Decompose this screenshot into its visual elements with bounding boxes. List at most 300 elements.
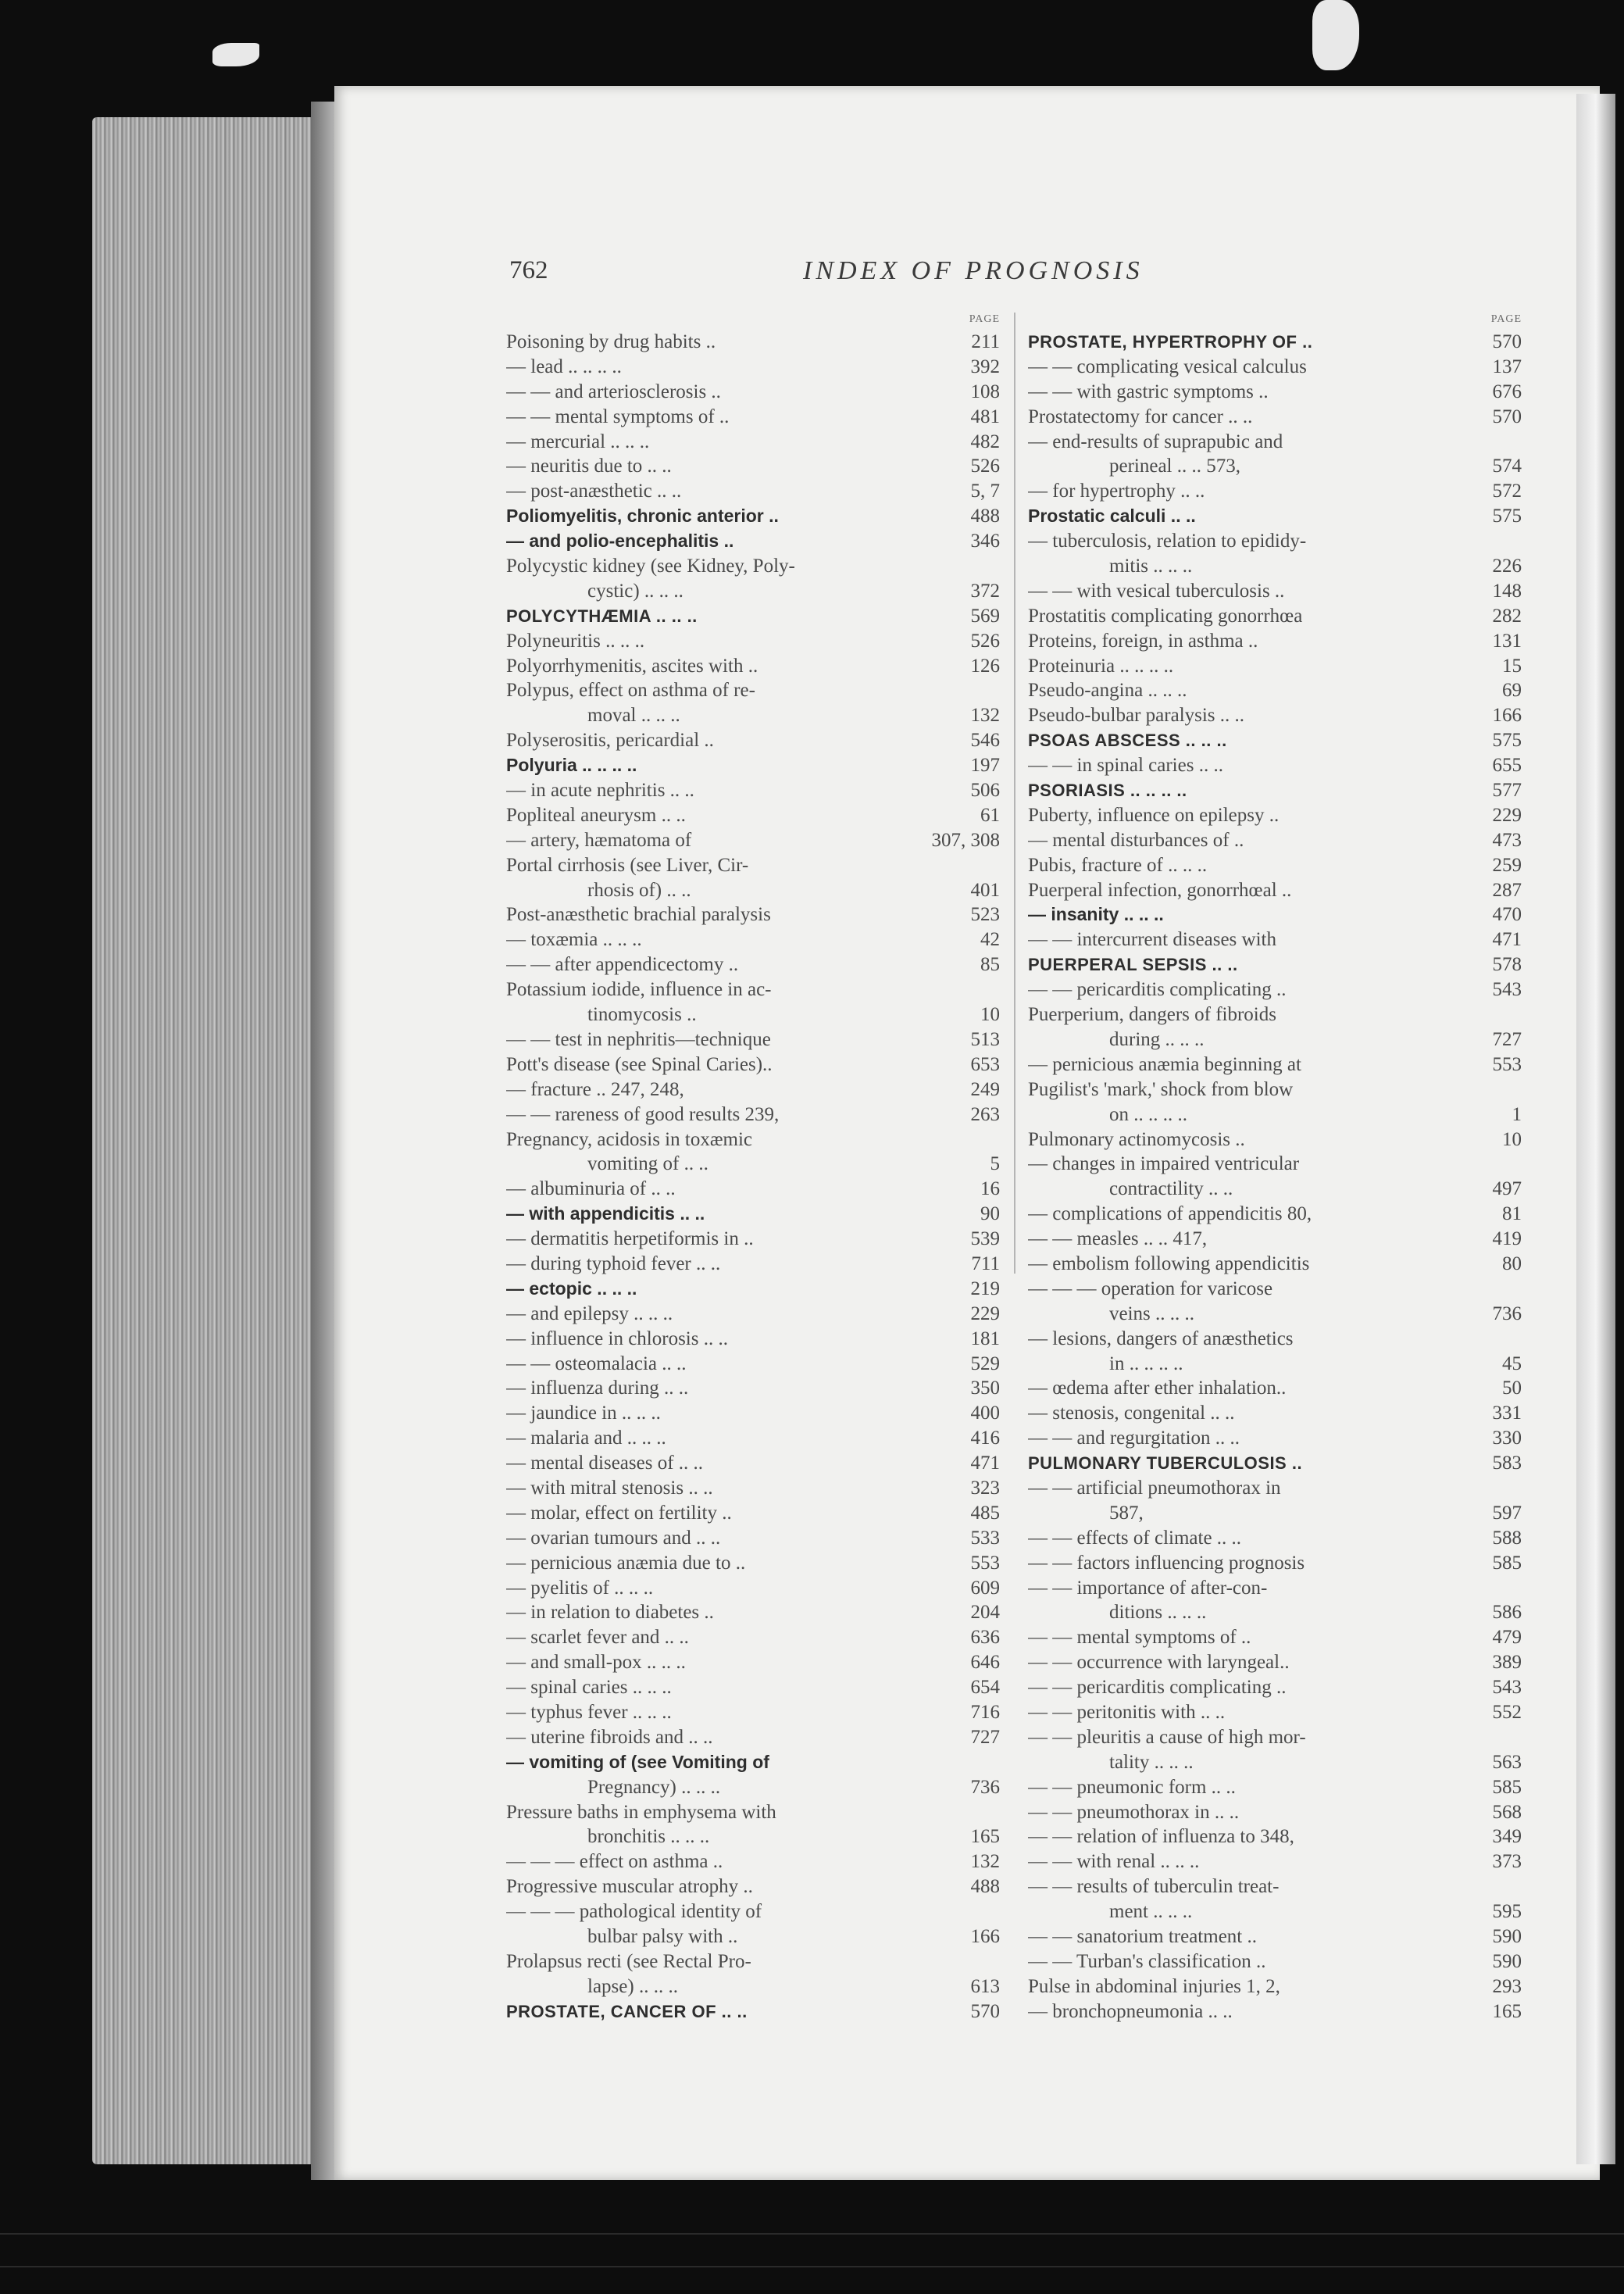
index-entry [1028,1775,1522,1800]
index-entry-page: 416 [970,1427,1000,1449]
index-entry-text: — — pneumothorax in .. .. [1028,1801,1240,1823]
index-entry-text: contractility .. .. [1109,1178,1233,1200]
index-entry-text: — in relation to diabetes .. [506,1602,714,1624]
index-entry [506,1027,1000,1052]
index-entry [1028,678,1522,703]
index-entry-text: vomiting of .. .. [587,1153,708,1175]
index-entry [1028,479,1522,504]
index-entry-text: Pugilist's 'mark,' shock from blow [1028,1078,1294,1100]
index-entry-page: 349 [1492,1826,1522,1848]
index-entry [1028,1102,1522,1127]
index-entry-page: 148 [1492,580,1522,602]
running-head [509,256,1290,288]
index-entry [1028,1949,1522,1974]
index-entry-page: 181 [970,1327,1000,1349]
index-entry [506,778,1000,803]
index-entry-page: 69 [1502,680,1522,702]
page-column-label: PAGE [1490,313,1522,325]
index-entry-page: 529 [970,1352,1000,1374]
index-entry [1028,1974,1522,1999]
index-entry-page: 523 [970,904,1000,926]
index-entry [1028,405,1522,430]
index-entry-page: 654 [970,1677,1000,1699]
page-title: INDEX OF PROGNOSIS [803,256,1144,285]
index-entry-text: — — intercurrent diseases with [1028,929,1276,951]
index-entry [1028,1002,1522,1027]
index-entry [1028,728,1522,753]
index-entry [506,1824,1000,1849]
index-entry-text: — ectopic .. .. .. [506,1277,637,1299]
index-entry [506,1800,1000,1825]
index-entry [1028,355,1522,380]
index-entry-page: 736 [1492,1302,1522,1324]
index-entry-text: PSORIASIS .. .. .. .. [1028,781,1187,801]
index-entry-text: Pregnancy) .. .. .. [587,1776,721,1798]
index-entry-text: — — importance of after-con- [1028,1577,1268,1599]
index-entry-page: 471 [1492,929,1522,951]
index-entry-page: 249 [970,1078,1000,1100]
index-entry-page: 204 [970,1602,1000,1624]
index-entry-page: 488 [970,1876,1000,1898]
index-entry [506,678,1000,703]
index-entry [1028,1327,1522,1352]
index-entry-text: PUERPERAL SEPSIS .. .. [1028,955,1238,975]
index-entry [506,604,1000,629]
index-entry-page: 588 [1492,1527,1522,1549]
index-entry [1028,1202,1522,1227]
index-entry-text: — — relation of influenza to 348, [1028,1826,1294,1848]
index-entry-text: Portal cirrhosis (see Liver, Cir- [506,854,749,876]
index-entry-page: 711 [971,1252,1000,1274]
index-entry-page: 526 [970,630,1000,652]
index-entry [1028,1924,1522,1949]
index-entry-text: — spinal caries .. .. .. [506,1677,672,1699]
index-entry [1028,1874,1522,1899]
index-entry-page: 165 [1492,2000,1522,2022]
index-entry-text: Prostatectomy for cancer .. .. [1028,406,1253,427]
index-entry [1028,1824,1522,1849]
index-entry-page: 653 [970,1053,1000,1075]
index-entry-text: — dermatitis herpetiformis in .. [506,1228,754,1250]
index-entry [506,1152,1000,1177]
index-entry-text: Pseudo-bulbar paralysis .. .. [1028,705,1245,727]
index-entry [506,1277,1000,1302]
index-entry-text: — — complicating vesical calculus [1028,356,1307,377]
film-scratch [0,2266,1624,2267]
index-entry [506,853,1000,878]
index-entry-page: 585 [1492,1776,1522,1798]
index-entry [1028,1127,1522,1152]
index-entry [1028,454,1522,479]
index-entry [1028,1650,1522,1675]
index-entry-page: 5 [990,1153,1000,1175]
index-entry-text: Prostatitis complicating gonorrhœa [1028,605,1303,627]
index-entry-text: Polypus, effect on asthma of re- [506,680,755,702]
index-entry-text: POLYCYTHÆMIA .. .. .. [506,606,698,626]
index-entry [1028,1027,1522,1052]
index-entry-page: 570 [1492,331,1522,352]
index-entry [1028,828,1522,853]
index-entry-page: 569 [970,605,1000,627]
index-entry-text: 587, [1109,1502,1144,1524]
index-entry [1028,1426,1522,1451]
index-entry-page: 574 [1492,456,1522,477]
index-entry [1028,654,1522,679]
index-entry [506,1899,1000,1924]
index-entry-page: 50 [1502,1377,1522,1399]
index-entry-page: 471 [970,1453,1000,1474]
index-entry-page: 473 [1492,829,1522,851]
index-entry [506,952,1000,977]
column-divider [1014,313,1015,1274]
index-entry [506,579,1000,604]
index-entry [1028,1077,1522,1102]
index-entry-page: 219 [970,1277,1000,1299]
page-column-label: PAGE [969,313,1000,325]
index-entry-text: — — mental symptoms of .. [506,406,730,427]
index-entry-page: 229 [970,1302,1000,1324]
index-entry-text: Pulse in abdominal injuries 1, 2, [1028,1975,1280,1997]
index-entry-text: — and small-pox .. .. .. [506,1652,686,1674]
index-entry-text: Polyuria .. .. .. .. [506,755,637,776]
index-entry-page: 263 [970,1103,1000,1125]
index-entry-page: 282 [1492,605,1522,627]
index-entry-text: Poisoning by drug habits .. [506,331,716,352]
index-entry-text: — insanity .. .. .. [1028,904,1164,925]
index-entry-text: — — pleuritis a cause of high mor- [1028,1726,1306,1748]
index-entry-text: tinomycosis .. [587,1004,697,1026]
index-entry [506,1675,1000,1700]
index-entry-text: — — measles .. .. 417, [1028,1228,1208,1250]
index-entry-text: Puberty, influence on epilepsy .. [1028,804,1280,826]
index-entry [506,1750,1000,1775]
index-entry [1028,579,1522,604]
index-entry [1028,853,1522,878]
index-entry [506,355,1000,380]
dust-speck [212,43,259,66]
index-entry-page: 307, 308 [931,829,1000,851]
index-entry [506,1551,1000,1576]
index-entry-text: Pott's disease (see Spinal Caries).. [506,1053,773,1075]
index-entry [506,629,1000,654]
index-entry [1028,554,1522,579]
index-entry-page: 482 [970,431,1000,452]
index-entry [506,1401,1000,1426]
index-entry-page: 323 [970,1477,1000,1499]
index-entry [506,1476,1000,1501]
index-entry-page: 400 [970,1402,1000,1424]
index-entry-text: — in acute nephritis .. .. [506,780,694,802]
index-entry-page: 331 [1492,1402,1522,1424]
index-entry-text: — — — operation for varicose [1028,1277,1273,1299]
index-entry-text: — bronchopneumonia .. .. [1028,2000,1233,2022]
index-entry-text: Pseudo-angina .. .. .. [1028,680,1187,702]
index-entry-text: Pressure baths in emphysema with [506,1801,776,1823]
index-entry [506,1526,1000,1551]
index-entry-page: 132 [970,705,1000,727]
index-entry [1028,1252,1522,1277]
index-entry-text: — during typhoid fever .. .. [506,1252,721,1274]
index-entry-text: — artery, hæmatoma of [506,829,692,851]
index-entry-page: 595 [1492,1901,1522,1923]
index-entry-text: — influence in chlorosis .. .. [506,1327,728,1349]
index-entry-text: PROSTATE, CANCER OF .. .. [506,2001,748,2021]
index-entry [506,1874,1000,1899]
index-entry-text: on .. .. .. .. [1109,1103,1187,1125]
index-entry-page: 563 [1492,1751,1522,1773]
index-entry-page: 613 [970,1975,1000,1997]
index-entry-text: — — test in nephritis—technique [506,1028,771,1050]
index-entry [506,1924,1000,1949]
index-entry-page: 45 [1502,1352,1522,1374]
index-entry [1028,1999,1522,2024]
index-entry-text: Pubis, fracture of .. .. .. [1028,854,1208,876]
index-entry-text: — malaria and .. .. .. [506,1427,666,1449]
index-entry-text: Polyorrhymenitis, ascites with .. [506,655,758,677]
index-entry [506,654,1000,679]
index-entry [1028,878,1522,903]
index-entry-text: — lead .. .. .. .. [506,356,622,377]
index-entry-page: 81 [1502,1203,1522,1225]
index-entry-page: 570 [1492,406,1522,427]
index-entry-text: — influenza during .. .. [506,1377,689,1399]
index-entry [506,1102,1000,1127]
index-entry-text: bronchitis .. .. .. [587,1826,710,1848]
index-entry-page: 108 [970,381,1000,402]
index-entry-text: rhosis of) .. .. [587,879,691,901]
index-entry [1028,803,1522,828]
dust-speck [1312,0,1359,70]
index-entry-page: 42 [980,929,1000,951]
index-entry-page: 485 [970,1502,1000,1524]
index-entry-text: — albuminuria of .. .. [506,1178,676,1200]
index-entry [506,330,1000,355]
index-entry-text: — molar, effect on fertility .. [506,1502,732,1524]
index-entry-page: 166 [970,1926,1000,1947]
index-entry-text: moval .. .. .. [587,705,680,727]
index-entry [506,1077,1000,1102]
index-entry-page: 609 [970,1577,1000,1599]
index-entry-page: 583 [1492,1453,1522,1474]
index-entry-text: — — and regurgitation .. .. [1028,1427,1240,1449]
index-entry-text: — toxæmia .. .. .. [506,929,642,951]
index-entry-page: 636 [970,1627,1000,1649]
index-entry-page: 131 [1492,630,1522,652]
index-entry-page: 350 [970,1377,1000,1399]
index-entry-text: — — sanatorium treatment .. [1028,1926,1257,1947]
index-entry [506,1974,1000,1999]
index-entry-text: — embolism following appendicitis [1028,1252,1310,1274]
index-entry-page: 137 [1492,356,1522,377]
index-entry [1028,430,1522,455]
index-entry-text: Polycystic kidney (see Kidney, Poly- [506,556,795,577]
index-entry [1028,1576,1522,1601]
index-entry-text: in .. .. .. .. [1109,1352,1183,1374]
index-entry-text: Polyserositis, pericardial .. [506,730,714,752]
index-entry [506,753,1000,778]
index-entry-text: — — and arteriosclerosis .. [506,381,721,402]
index-entry [506,504,1000,529]
index-entry [1028,1451,1522,1476]
index-entry [1028,1401,1522,1426]
index-entry-text: — — after appendicectomy .. [506,954,739,976]
index-entry-text: PSOAS ABSCESS .. .. .. [1028,731,1227,751]
index-entry [1028,753,1522,778]
index-entry-page: 543 [1492,979,1522,1001]
film-scratch [0,2233,1624,2235]
index-entry [1028,604,1522,629]
index-entry-text: — œdema after ether inhalation.. [1028,1377,1287,1399]
index-entry-text: Poliomyelitis, chronic anterior .. [506,506,779,527]
index-entry-text: bulbar palsy with .. [587,1926,738,1947]
index-entry [506,1177,1000,1202]
index-entry-text: — lesions, dangers of anæsthetics [1028,1327,1294,1349]
index-entry [1028,927,1522,952]
index-entry [1028,1152,1522,1177]
index-entry [1028,1625,1522,1650]
index-entry-page: 553 [1492,1053,1522,1075]
index-entry-text: — — Turban's classification .. [1028,1950,1266,1972]
index-entry-page: 736 [970,1776,1000,1798]
index-entry-page: 392 [970,356,1000,377]
index-entry [1028,1849,1522,1874]
index-entry-page: 586 [1492,1602,1522,1624]
index-entry-text: — ovarian tumours and .. .. [506,1527,721,1549]
index-entry-text: Puerperium, dangers of fibroids [1028,1004,1276,1026]
index-entry [1028,504,1522,529]
index-entry-page: 287 [1492,879,1522,901]
index-entry-page: 166 [1492,705,1522,727]
index-entry [506,803,1000,828]
index-entry [1028,977,1522,1002]
index-entry-page: 585 [1492,1552,1522,1574]
index-entry [1028,1227,1522,1252]
index-entry [506,1999,1000,2024]
index-entry [1028,1551,1522,1576]
index-entry-text: Post-anæsthetic brachial paralysis [506,904,771,926]
index-entry-page: 90 [980,1203,1000,1225]
index-entry [506,454,1000,479]
index-entry-text: — pernicious anæmia due to .. [506,1552,746,1574]
index-entry-text: — — pericarditis complicating .. [1028,979,1287,1001]
index-entry [1028,629,1522,654]
index-entry [506,1700,1000,1725]
index-entry [506,1576,1000,1601]
index-entry-page: 5, 7 [970,481,1000,502]
index-entry-page: 470 [1492,904,1522,926]
index-entry-page: 506 [970,780,1000,802]
index-entry-page: 543 [1492,1677,1522,1699]
index-entry-text: perineal .. .. 573, [1109,456,1241,477]
index-entry-text: Pregnancy, acidosis in toxæmic [506,1128,752,1150]
index-entry [1028,1700,1522,1725]
index-entry-text: — — with renal .. .. .. [1028,1851,1200,1873]
index-entry-text: — uterine fibroids and .. .. [506,1726,713,1748]
index-entry [506,1252,1000,1277]
index-entry-page: 513 [970,1028,1000,1050]
index-entry-page: 346 [970,531,1000,552]
index-entry-text: Potassium iodide, influence in ac- [506,979,772,1001]
index-entries-left [506,330,1000,2024]
index-entry [1028,1476,1522,1501]
index-entry-text: — pyelitis of .. .. .. [506,1577,654,1599]
index-entry-page: 568 [1492,1801,1522,1823]
index-entry [506,1625,1000,1650]
index-entry-text: — pernicious anæmia beginning at [1028,1053,1301,1075]
index-entry [506,902,1000,927]
index-entry-text: — typhus fever .. .. .. [506,1701,672,1723]
index-entry-text: mitis .. .. .. [1109,556,1193,577]
index-entry [1028,1899,1522,1924]
index-entry [506,1002,1000,1027]
index-entry-page: 259 [1492,854,1522,876]
index-entry-page: 488 [970,506,1000,527]
index-entry [1028,330,1522,355]
index-entry-page: 132 [970,1851,1000,1873]
index-entry-text: — — pericarditis complicating .. [1028,1677,1287,1699]
index-entry-text: cystic) .. .. .. [587,580,684,602]
index-entry-page: 10 [1502,1128,1522,1150]
index-entry-text: Prostatic calculi .. .. [1028,506,1196,527]
index-entry-text: tality .. .. .. [1109,1751,1194,1773]
index-entry [1028,1725,1522,1750]
index-entry [1028,1177,1522,1202]
index-entry [506,1327,1000,1352]
index-entry-text: during .. .. .. [1109,1028,1205,1050]
index-entry-page: 211 [971,331,1000,352]
index-entry [1028,529,1522,554]
index-entry [506,977,1000,1002]
index-entry [506,878,1000,903]
index-entry-text: — — factors influencing prognosis [1028,1552,1305,1574]
index-entry-text: — for hypertrophy .. .. [1028,481,1205,502]
index-entry-page: 553 [970,1552,1000,1574]
index-entry [506,1949,1000,1974]
index-entry [1028,1600,1522,1625]
index-entry [506,1352,1000,1377]
index-entry-text: — jaundice in .. .. .. [506,1402,661,1424]
index-entry-page: 539 [970,1228,1000,1250]
index-entry [506,1127,1000,1152]
index-entry [1028,1302,1522,1327]
index-entry-page: 389 [1492,1652,1522,1674]
index-entry-page: 676 [1492,381,1522,402]
index-entry-text: veins .. .. .. [1109,1302,1195,1324]
index-entry-text: — — osteomalacia .. .. [506,1352,687,1374]
index-entry [506,728,1000,753]
index-entry [506,1227,1000,1252]
index-entry-text: — — occurrence with laryngeal.. [1028,1652,1290,1674]
index-entry-text: — mercurial .. .. .. [506,431,650,452]
index-entry-page: 727 [1492,1028,1522,1050]
index-entry [506,1650,1000,1675]
index-entry [1028,703,1522,728]
index-entry-text: — — mental symptoms of .. [1028,1627,1251,1649]
index-entry-page: 401 [970,879,1000,901]
index-entry-text: lapse) .. .. .. [587,1975,678,1997]
index-entry-text: — — in spinal caries .. .. [1028,755,1223,777]
index-entry-page: 373 [1492,1851,1522,1873]
index-entry-page: 80 [1502,1252,1522,1274]
index-entry-page: 552 [1492,1701,1522,1723]
index-entry-page: 16 [980,1178,1000,1200]
index-entry-page: 61 [980,804,1000,826]
index-entry [506,1725,1000,1750]
index-entry-text: — — with gastric symptoms .. [1028,381,1269,402]
index-entry-page: 597 [1492,1502,1522,1524]
index-entry-page: 655 [1492,755,1522,777]
index-entry-text: PULMONARY TUBERCULOSIS .. [1028,1453,1303,1474]
